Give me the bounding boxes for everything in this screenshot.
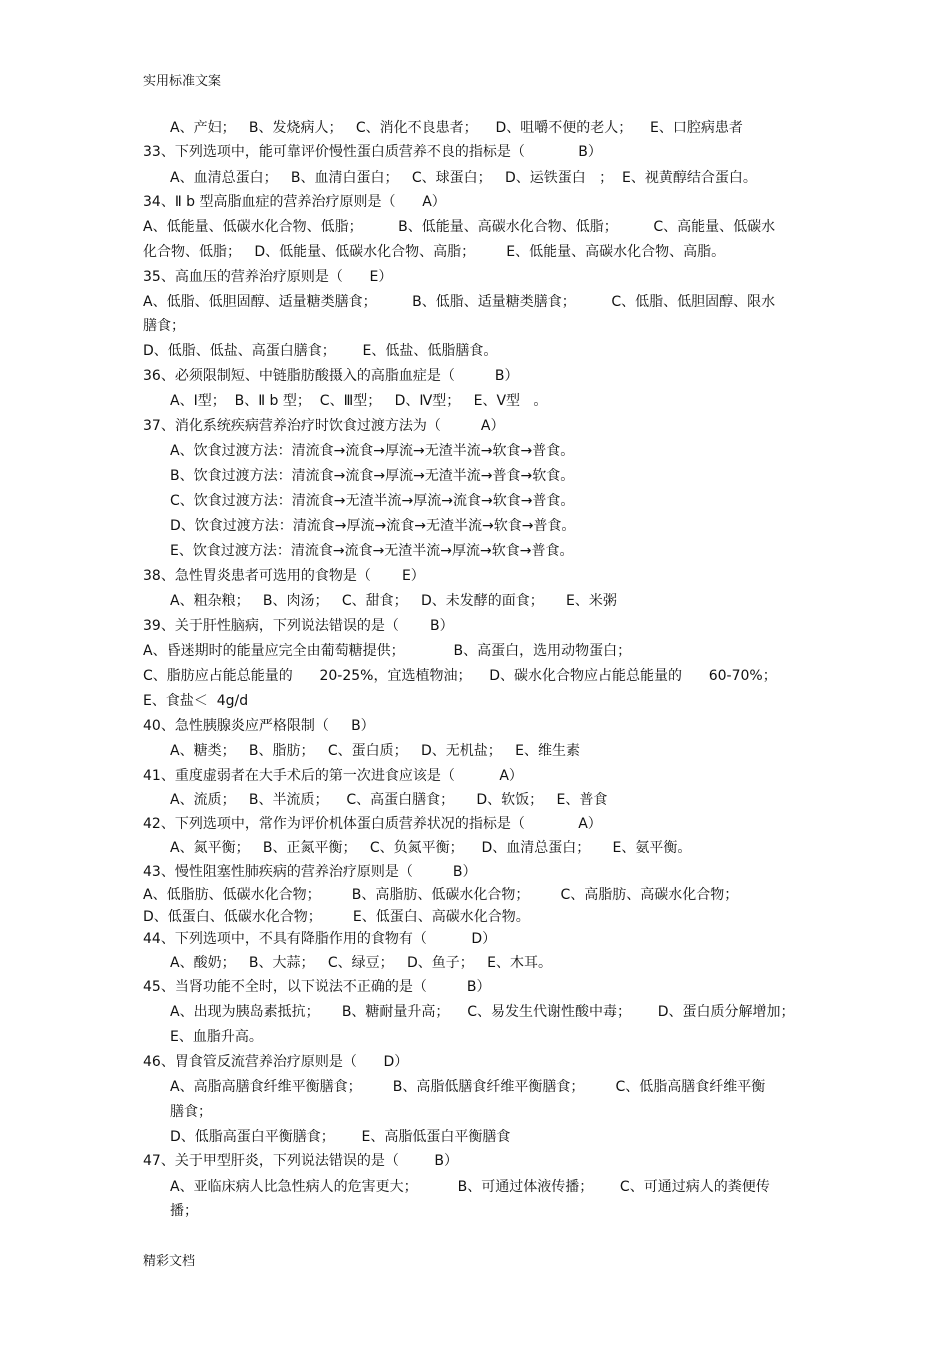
- text-line: A、糖类； B、脂肪； C、蛋白质； D、无机盐； E、维生素: [170, 743, 580, 759]
- text-line: 41、重度虚弱者在大手术后的第一次进食应该是（ A）: [143, 768, 523, 784]
- text-line: 33、下列选项中，能可靠评价慢性蛋白质营养不良的指标是（ B）: [143, 144, 602, 160]
- text-line: 膳食；: [170, 1104, 212, 1120]
- text-line: A、高脂高膳食纤维平衡膳食； B、高脂低膳食纤维平衡膳食； C、低脂高膳食纤维平衡: [170, 1079, 766, 1095]
- text-line: C、饮食过渡方法：清流食→无渣半流→厚流→流食→软食→普食。: [170, 493, 575, 509]
- text-line: 34、Ⅱ b 型高脂血症的营养治疗原则是（ A）: [143, 194, 446, 210]
- text-line: D、低蛋白、低碳水化合物； E、低蛋白、高碳水化合物。: [143, 909, 530, 925]
- text-line: 35、高血压的营养治疗原则是（ E）: [143, 269, 393, 285]
- text-line: 40、急性胰腺炎应严格限制（ B）: [143, 718, 375, 734]
- text-line: A、低脂肪、低碳水化合物； B、高脂肪、低碳水化合物； C、高脂肪、高碳水化合物；: [143, 887, 739, 903]
- text-line: E、饮食过渡方法：清流食→流食→无渣半流→厚流→软食→普食。: [170, 543, 574, 559]
- page-header: 实用标准文案: [143, 74, 222, 89]
- text-line: A、流质； B、半流质； C、高蛋白膳食； D、软饭； E、普食: [170, 792, 608, 808]
- text-line: A、酸奶； B、大蒜； C、绿豆； D、鱼子； E、木耳。: [170, 955, 552, 971]
- text-line: E、食盐＜ 4g/d: [143, 693, 249, 709]
- text-line: A、亚临床病人比急性病人的危害更大； B、可通过体液传播； C、可通过病人的粪便传: [170, 1179, 770, 1195]
- text-line: C、脂肪应占能总能量的 20-25%，宜选植物油； D、碳水化合物应占能总能量的 60-70%；: [143, 668, 777, 684]
- text-line: 45、当肾功能不全时，以下说法不正确的是（ B）: [143, 979, 491, 995]
- text-line: A、产妇； B、发烧病人； C、消化不良患者； D、咀嚼不便的老人； E、口腔病患者: [170, 120, 743, 136]
- text-line: 37、消化系统疾病营养治疗时饮食过渡方法为（ A）: [143, 418, 505, 434]
- text-line: A、血清总蛋白； B、血清白蛋白； C、球蛋白； D、运铁蛋白 ； E、视黄醇结合蛋白。: [170, 170, 757, 186]
- text-line: D、低脂高蛋白平衡膳食； E、高脂低蛋白平衡膳食: [170, 1129, 511, 1145]
- text-line: A、昏迷期时的能量应完全由葡萄糖提供； B、高蛋白，选用动物蛋白；: [143, 643, 632, 659]
- page-footer: 精彩文档: [143, 1254, 196, 1269]
- text-line: 36、必须限制短、中链脂肪酸摄入的高脂血症是（ B）: [143, 368, 519, 384]
- text-line: 膳食；: [143, 318, 185, 334]
- text-line: A、氮平衡； B、正氮平衡； C、负氮平衡； D、血清总蛋白； E、氨平衡。: [170, 840, 692, 856]
- text-line: A、出现为胰岛素抵抗； B、糖耐量升高； C、易发生代谢性酸中毒； D、蛋白质分解增加；: [170, 1004, 795, 1020]
- text-line: A、粗杂粮； B、肉汤； C、甜食； D、未发酵的面食； E、米粥: [170, 593, 617, 609]
- text-line: A、饮食过渡方法：清流食→流食→厚流→无渣半流→软食→普食。: [170, 443, 575, 459]
- text-line: B、饮食过渡方法：清流食→流食→厚流→无渣半流→普食→软食。: [170, 468, 575, 484]
- text-line: 39、关于肝性脑病，下列说法错误的是（ B）: [143, 618, 454, 634]
- text-line: E、血脂升高。: [170, 1029, 263, 1045]
- text-line: 44、下列选项中，不具有降脂作用的食物有（ D）: [143, 931, 497, 947]
- text-line: 38、急性胃炎患者可选用的食物是（ E）: [143, 568, 425, 584]
- text-line: A、低能量、低碳水化合物、低脂； B、低能量、高碳水化合物、低脂； C、高能量、低碳水: [143, 219, 776, 235]
- text-line: D、饮食过渡方法：清流食→厚流→流食→无渣半流→软食→普食。: [170, 518, 576, 534]
- text-line: A、低脂、低胆固醇、适量糖类膳食； B、低脂、适量糖类膳食； C、低脂、低胆固醇、限水: [143, 294, 776, 310]
- text-line: 43、慢性阻塞性肺疾病的营养治疗原则是（ B）: [143, 864, 477, 880]
- text-line: D、低脂、低盐、高蛋白膳食； E、低盐、低脂膳食。: [143, 343, 498, 359]
- text-line: 47、关于甲型肝炎，下列说法错误的是（ B）: [143, 1153, 459, 1169]
- text-line: A、Ⅰ型； B、Ⅱ b 型； C、Ⅲ型； D、Ⅳ型； E、Ⅴ型 。: [170, 393, 548, 409]
- text-line: 化合物、低脂； D、低能量、低碳水化合物、高脂； E、低能量、高碳水化合物、高脂。: [143, 244, 726, 260]
- text-line: 46、胃食管反流营养治疗原则是（ D）: [143, 1054, 409, 1070]
- text-line: 42、下列选项中，常作为评价机体蛋白质营养状况的指标是（ A）: [143, 816, 602, 832]
- text-line: 播；: [170, 1203, 198, 1219]
